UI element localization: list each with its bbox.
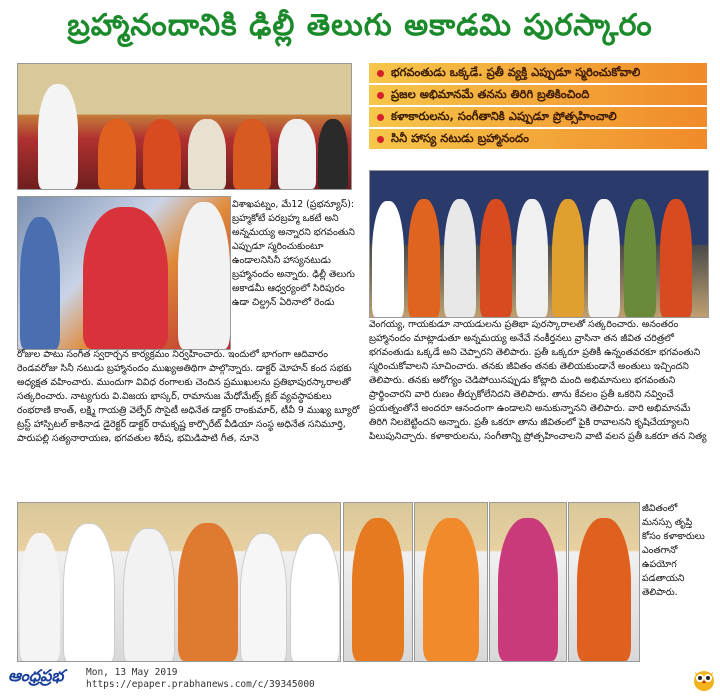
photo-figure bbox=[178, 523, 238, 661]
photo-award-man bbox=[343, 502, 413, 662]
photo-figure bbox=[480, 199, 512, 317]
article-paragraph: విశాఖపట్నం, మే12 (ప్రభన్యూస్): బ్రహ్మకోటే పరబ్రహ్మ ఒకటే అని అన్నమయ్య అన్నారని భగవంతుని ఎప్పుడూ స్మరించుకుంటూ ఉండాలనిసినీ హాస్యనటుడు బ్రహ్మానందం అన్నారు. ఢిల్లీ తెలుగు అకాడమీ ఆధ్వర్యంలో సిరిపురం ఉడా చిల్డ్రన్ ఏరినాలో రెండు bbox=[232, 199, 355, 308]
photo-figure bbox=[240, 533, 287, 662]
photo-figure bbox=[290, 533, 340, 662]
bullet-icon bbox=[377, 70, 384, 77]
highlight-text: సినీ హాస్య నటుడు బ్రహ్మానందం bbox=[391, 130, 529, 145]
photo-figure bbox=[588, 199, 620, 317]
article-column-right bbox=[232, 198, 364, 348]
article-paragraph: రోజుల పాటు సంగీత స్వరార్చన కార్యక్రమం నిర్వహించారు. ఇందులో భాగంగా ఆదివారం రెండవరోజు సినీ నటుడు బ్రహ్మానందం ముఖ్యఅతిథిగా పాల్గొన్నారు. డాక్టర్ మోహన్ కంద సభకు అధ్యక్షత వహించారు. ముందుగా వివిధ రంగాలకు చెందిన ప్రముఖులను ప్రతిభాపురస్కారాలతో సత్కరించారు. నాట్యగురు వి.విజయ భాస్కర్, రామానుజ మేధోమేట్స్ క్లబ్ వ్యవస్థాపకులు రంభరాణి కాంత్, లక్ష్మి గాయత్రి వెల్ఫేర్ సొసైటీ అధినేత డాక్టర్ రాంకుమార్, టీవీ 9 ముఖ్య బ్యూరో ట్రస్ట్ హాస్పిటల్ కాకినాడ డైరెక్టర్ డాక్టర్ రామకృష్ణ కార్పొరేట్ వీడియా సంస్థ అధినేత సనిమూర్తి, పారుపల్లి సత్యనారాయణ, భగవతుల శిరీష, భమిడిపాటి గీత, నూనె bbox=[17, 349, 360, 444]
highlight-item bbox=[369, 129, 707, 149]
photo-figure bbox=[38, 84, 78, 189]
photo-figure bbox=[423, 518, 479, 661]
footer-date: Mon, 13 May 2019 bbox=[86, 667, 178, 678]
photo-figure bbox=[278, 119, 316, 189]
photo-figure bbox=[143, 119, 181, 189]
highlights-box bbox=[369, 63, 707, 151]
article-body-right bbox=[369, 318, 707, 488]
photo-figure bbox=[123, 528, 175, 662]
photo-figure bbox=[63, 523, 115, 662]
photo-figure bbox=[83, 207, 168, 349]
photo-figure bbox=[498, 518, 558, 661]
bullet-icon bbox=[377, 92, 384, 99]
highlight-item bbox=[369, 85, 707, 105]
photo-figure bbox=[352, 518, 404, 661]
photo-figure bbox=[624, 199, 656, 317]
photo-award-left bbox=[17, 502, 341, 662]
photo-figure bbox=[444, 199, 476, 317]
bullet-icon bbox=[377, 114, 384, 121]
footer-meta bbox=[86, 667, 315, 691]
article-paragraph: జీవితంలో మనస్సు తృప్తి కోసం కళాకారులు ఎంతగానో ఉపయోగ పడతాయని తెలిపారు. bbox=[642, 503, 705, 598]
photo-figure bbox=[98, 119, 136, 189]
bullet-icon bbox=[377, 136, 384, 143]
photo-figure bbox=[233, 119, 271, 189]
photo-figure bbox=[552, 199, 584, 317]
photo-figure bbox=[20, 217, 60, 349]
highlight-item bbox=[369, 63, 707, 83]
photo-stage-top bbox=[17, 63, 352, 190]
highlight-text: కళాకారులను, సంగీతానికి ఎప్పుడూ ప్రోత్సహించాలి bbox=[391, 108, 617, 123]
photo-figure bbox=[577, 518, 631, 661]
photo-figure bbox=[372, 201, 404, 317]
photo-figure bbox=[408, 199, 440, 317]
photo-award-man-2 bbox=[568, 502, 640, 662]
photo-figure bbox=[188, 119, 226, 189]
photo-award-woman-1 bbox=[414, 502, 488, 662]
publication-logo: ఆంధ్రప్రభ bbox=[8, 666, 64, 685]
highlight-text: ప్రజల అభిమానమే తనను తిరిగి బ్రతికించింది bbox=[391, 86, 590, 101]
highlight-item bbox=[369, 107, 707, 127]
photo-group-awardees bbox=[369, 170, 709, 318]
photo-figure bbox=[20, 533, 60, 661]
photo-award-woman-2 bbox=[489, 502, 567, 662]
article-paragraph: వెంగయ్య, గాయకుడూ నాయడులను ప్రతిభా పురస్కారాలతో సత్కరించారు. అనంతరం బ్రహ్మానందం మాట్లాడుతూ అన్నమయ్య అనేవే నంకీర్తనలు వ్రాసినా తన జీవిత చరిత్రలో భగవంతుడు ఒక్కడే అని చెప్పారని తెలిపారు. ప్రతీ ఒక్కరూ ప్రతికీ ఉన్నంతవరకూ భగవంతుని స్మరించుకోవాలని సూచించారు. తనకు జీవితం తనకు తెలియకుండానే అంతులు ఇచ్చిందని తెలిపారు. తనకు ఆరోగ్యం చెడిపోయినప్పుడు కోట్లాది మంది అభిమానులు భగవంతుని ప్రార్థించారని వారి రుణం తీర్చుకోలేనిదని తెలిపారు. తాను కేవలం ప్రతీ ఒకరిని నవ్వించే ప్రయత్నంతోనే అందరూ ఆనందంగా ఉండాలని అనుకున్నానని తెలిపారు. వారి అభిమానమే తిరిగి నిలబెట్టిందని అన్నారు. ప్రతీ ఒకరూ తాను జీవితంలో పైకి రావాలనని కృషిచేయ్యాలని పిలుపునిచ్చారు. కళాకారులను, సంగీతాన్ని ప్రోత్సహించాలని వాటి వలన ప్రతీ ఒకరూ తన నిత్య bbox=[369, 319, 707, 442]
highlight-text: భగవంతుడు ఒక్కడే. ప్రతీ వ్యక్తి ఎప్పుడూ స్మరించుకోవాలి bbox=[391, 64, 641, 79]
photo-figure bbox=[660, 199, 692, 317]
footer-url[interactable]: https://epaper.prabhanews.com/c/39345000 bbox=[86, 679, 315, 690]
article-body-left bbox=[17, 348, 365, 488]
owl-icon bbox=[692, 666, 716, 692]
photo-figure bbox=[318, 119, 348, 189]
photo-figure bbox=[178, 202, 230, 349]
headline: బ్రహ్మానందానికి ఢిల్లీ తెలుగు అకాడమి పురస్కారం bbox=[67, 8, 653, 43]
photo-felicitation bbox=[17, 196, 231, 350]
article-body-bottom-right bbox=[642, 502, 708, 660]
photo-figure bbox=[516, 199, 548, 317]
